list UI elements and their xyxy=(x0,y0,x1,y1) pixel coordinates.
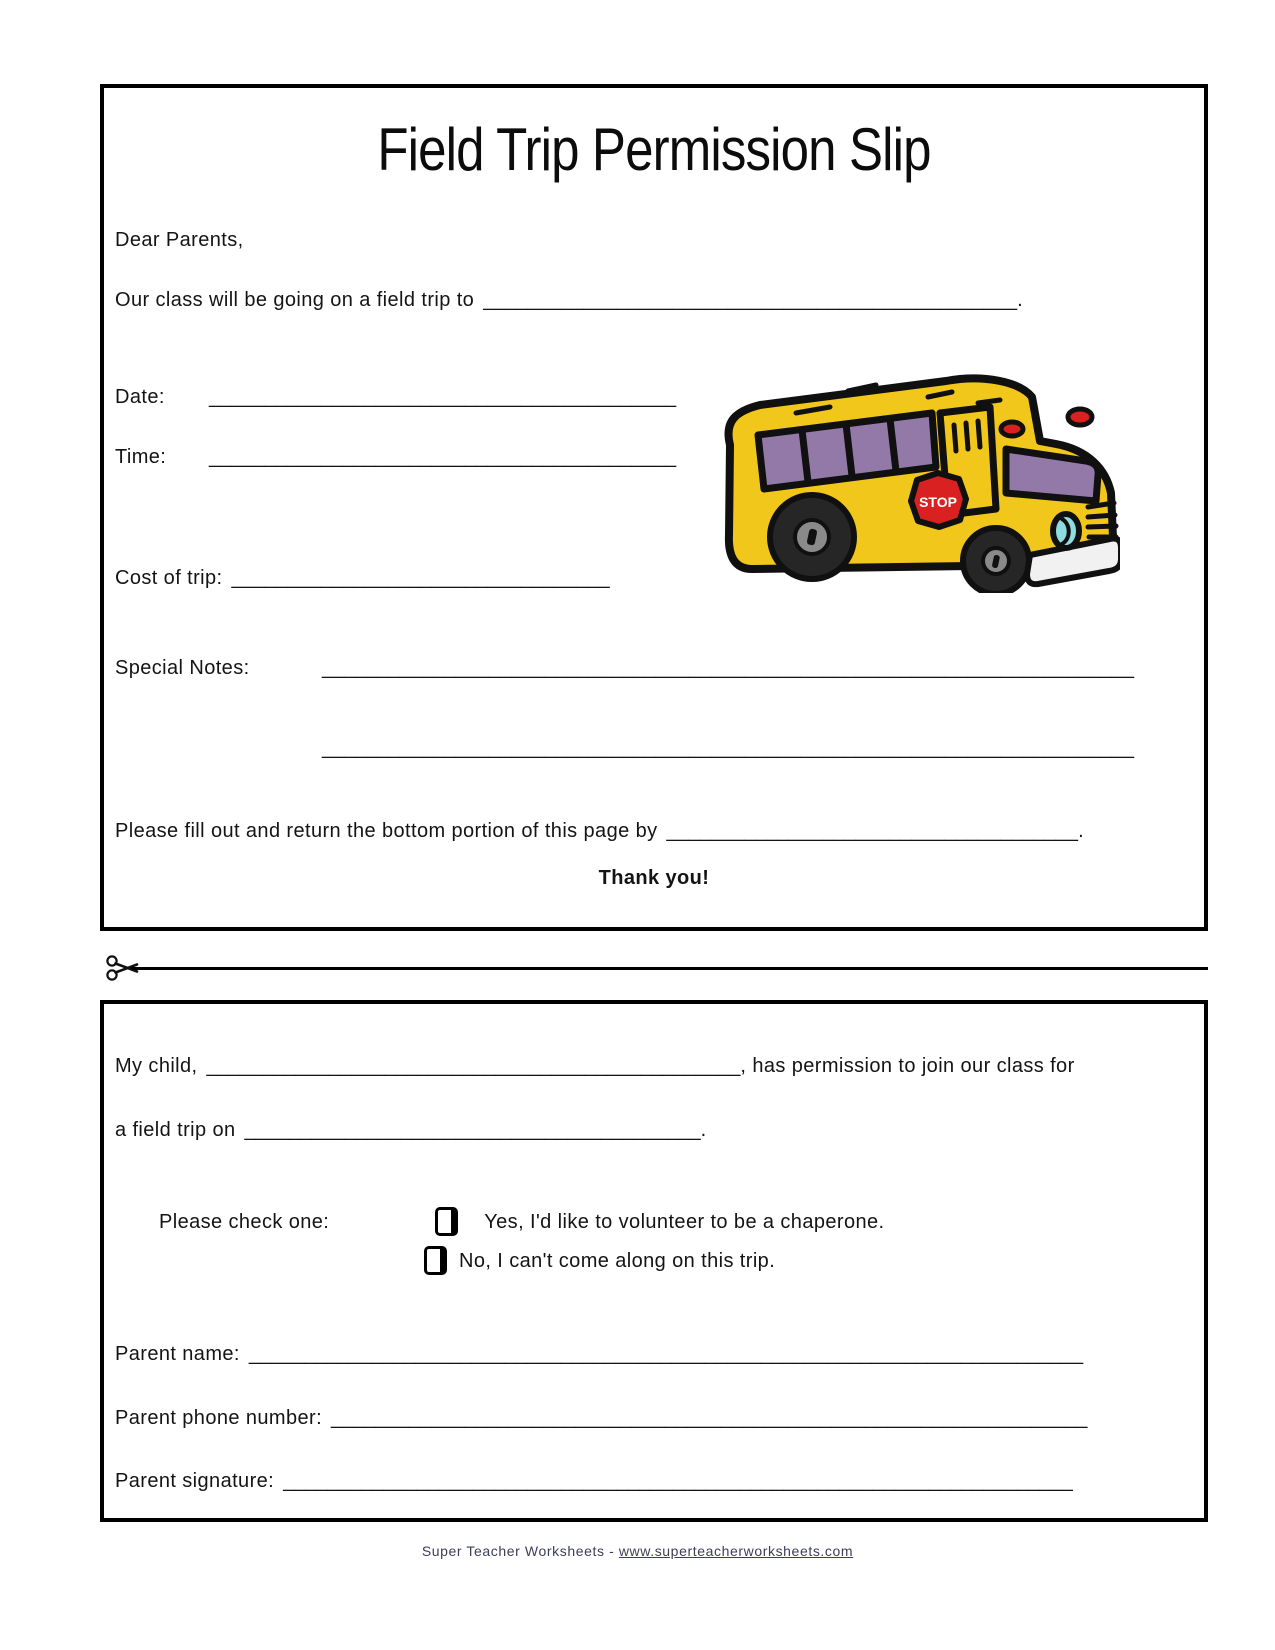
volunteer-no-checkbox[interactable] xyxy=(424,1246,447,1275)
bus-light-front xyxy=(1068,409,1092,425)
trip-date-line xyxy=(115,1117,707,1143)
check-option-yes-row xyxy=(159,1209,884,1236)
parent-phone-label: Parent phone number: xyxy=(115,1407,323,1429)
thank-you-text: Thank you! xyxy=(598,867,710,889)
check-prompt-label: Please check one: xyxy=(159,1211,330,1233)
cost-label: Cost of trip: xyxy=(115,567,223,589)
bus-light-rear xyxy=(1001,422,1023,436)
return-by-line xyxy=(115,818,1084,844)
greeting-text: Dear Parents, xyxy=(115,229,244,251)
greeting-line xyxy=(115,227,244,253)
destination-period: . xyxy=(1017,289,1024,311)
parent-name-label: Parent name: xyxy=(115,1343,240,1365)
page-title: Field Trip Permission Slip xyxy=(377,116,931,183)
special-notes-blank-1[interactable]: _________________________________________________________________________ xyxy=(322,657,1134,679)
parent-name-blank[interactable]: ___________________________________________________________________________ xyxy=(248,1343,1084,1365)
child-name-blank[interactable]: ________________________________________________ xyxy=(206,1055,741,1077)
cut-here-line xyxy=(131,967,1208,970)
return-by-period: . xyxy=(1078,820,1085,842)
parent-phone-line xyxy=(115,1405,1087,1431)
date-label: Date: xyxy=(115,386,165,408)
trip-line-prefix: a field trip on xyxy=(115,1119,236,1141)
stop-sign-text: STOP xyxy=(919,494,957,510)
special-notes-line-1 xyxy=(115,655,1134,681)
footer-website-link[interactable]: www.superteacherworksheets.com xyxy=(618,1543,854,1559)
trip-line-period: . xyxy=(700,1119,707,1141)
destination-blank[interactable]: ________________________________________________ xyxy=(483,289,1018,311)
special-notes-label: Special Notes: xyxy=(115,657,250,679)
volunteer-yes-checkbox[interactable] xyxy=(435,1207,458,1236)
stop-sign-icon xyxy=(911,473,966,527)
return-slip-section xyxy=(100,1000,1208,1522)
footer xyxy=(0,1543,1275,1559)
school-bus-icon xyxy=(700,341,1120,593)
bus-rear-wheel xyxy=(770,495,854,579)
special-notes-blank-2[interactable]: _________________________________________________________________________ xyxy=(322,737,1134,759)
bus-front-wheel xyxy=(963,528,1029,593)
child-name-line xyxy=(115,1053,1075,1079)
date-blank[interactable]: __________________________________________ xyxy=(209,386,677,408)
parent-signature-label: Parent signature: xyxy=(115,1470,275,1492)
child-line-suffix: , has permission to join our class for xyxy=(740,1055,1075,1077)
footer-credit-text: Super Teacher Worksheets - xyxy=(421,1543,615,1559)
volunteer-yes-label: Yes, I'd like to volunteer to be a chaperone. xyxy=(484,1211,885,1233)
cost-line xyxy=(115,565,610,591)
time-blank[interactable]: __________________________________________ xyxy=(209,446,677,468)
trip-destination-line xyxy=(115,287,1023,313)
check-option-no-row xyxy=(424,1248,775,1275)
time-label: Time: xyxy=(115,446,167,468)
parent-name-line xyxy=(115,1341,1083,1367)
school-bus-image xyxy=(700,341,1120,593)
parent-signature-blank[interactable]: _______________________________________________________________________ xyxy=(283,1470,1073,1492)
volunteer-no-label: No, I can't come along on this trip. xyxy=(459,1250,776,1272)
date-line xyxy=(115,384,676,410)
return-by-blank[interactable]: _____________________________________ xyxy=(666,820,1079,842)
trip-date-blank[interactable]: _________________________________________ xyxy=(244,1119,701,1141)
time-line xyxy=(115,444,676,470)
letter-section xyxy=(100,84,1208,931)
return-by-label: Please fill out and return the bottom portion of this page by xyxy=(115,820,658,842)
parent-phone-blank[interactable]: ____________________________________________________________________ xyxy=(331,1407,1088,1429)
bus-headlight xyxy=(1053,514,1079,548)
cost-blank[interactable]: __________________________________ xyxy=(231,567,610,589)
child-line-prefix: My child, xyxy=(115,1055,198,1077)
thank-you-line xyxy=(104,865,1204,891)
parent-signature-line xyxy=(115,1468,1073,1494)
destination-label: Our class will be going on a field trip to xyxy=(115,289,475,311)
